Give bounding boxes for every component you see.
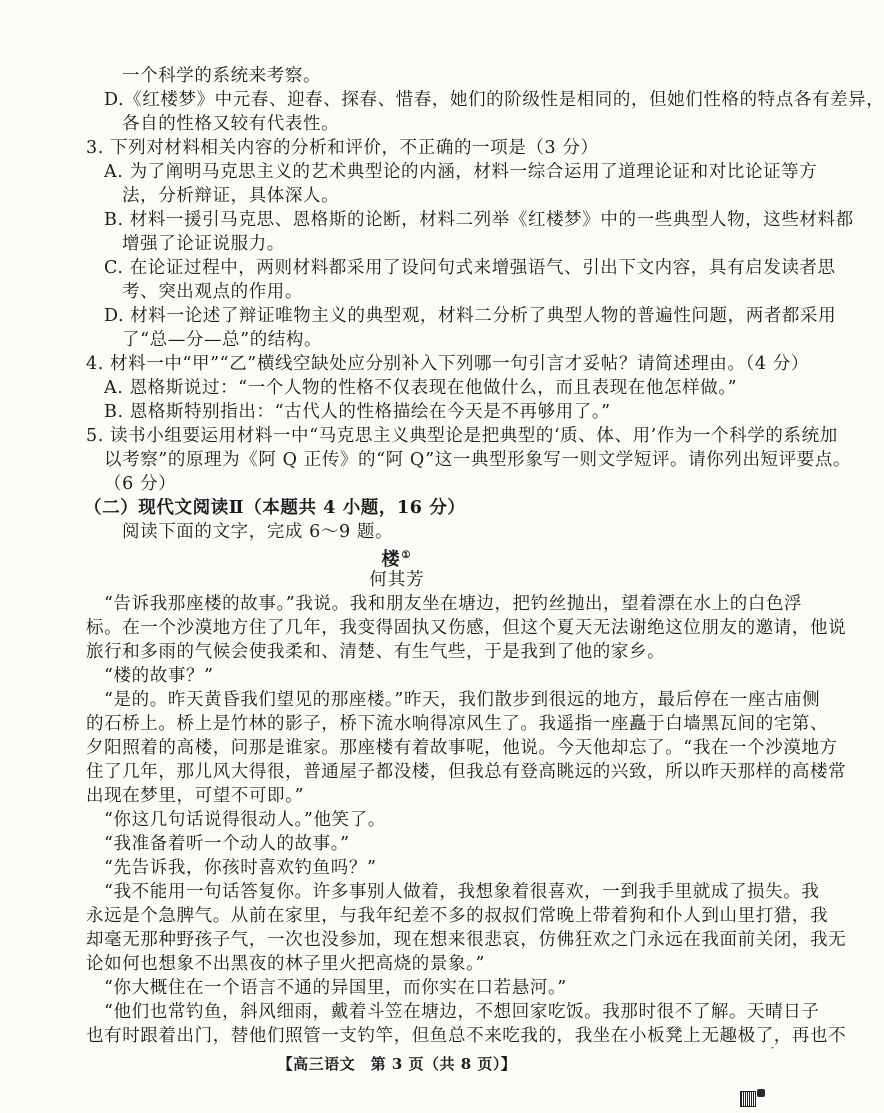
question-option-line: A. 为了阐明马克思主义的艺术典型论的内涵，材料一综合运用了道理论证和对比论证等方 xyxy=(104,162,818,182)
paragraph-line: “先告诉我，你孩时喜欢钓鱼吗？” xyxy=(104,858,377,878)
paragraph-line: “你这几句话说得很动人。”他笑了。 xyxy=(104,810,386,830)
qr-code-icon xyxy=(740,1091,756,1107)
question-option-line: A. 恩格斯说过：“一个人物的性格不仅表现在他做什么，而且表现在他怎样做。” xyxy=(104,378,738,398)
question-stem: 3. 下列对材料相关内容的分析和评价，不正确的一项是（3 分） xyxy=(86,138,599,158)
article-title: 楼 xyxy=(381,549,402,570)
question-line: 考、突出观点的作用。 xyxy=(122,282,303,302)
question-line: 增强了论证说服力。 xyxy=(122,234,285,254)
paragraph-line: “楼的故事？” xyxy=(104,666,214,686)
question-option-line: D.《红楼梦》中元春、迎春、探春、惜春，她们的阶级性是相同的，但她们性格的特点各有差异， xyxy=(104,90,884,110)
paragraph-line: “告诉我那座楼的故事。”我说。我和朋友坐在塘边，把钓丝抛出，望着漂在水上的白色浮 xyxy=(104,594,803,614)
paragraph-line: “我不能用一句话答复你。许多事别人做着，我想象着很喜欢，一到我手里就成了损失。我 xyxy=(104,882,820,902)
paragraph-line: 旅行和多雨的气候会使我柔和、清楚、有生气些，于是我到了他的家乡。 xyxy=(86,642,666,662)
paragraph-line: 却毫无那种野孩子气，一次也没参加，现在想来很悲哀，仿佛狂欢之门永远在我面前关闭，我无 xyxy=(86,930,847,950)
paragraph-line: 也有时跟着出门，替他们照管一支钓竿，但鱼总不来吃我的，我坐在小板凳上无趣极了，再也不 xyxy=(86,1026,847,1046)
question-line: 各自的性格又较有代表性。 xyxy=(122,114,340,134)
page-footer: 【高三语文 第 3 页（共 8 页）】 xyxy=(277,1055,517,1073)
question-line: 以考察”的原理为《阿 Q 正传》的“阿 Q”这一典型形象写一则文学短评。请你列出短评要点。 xyxy=(104,450,852,470)
corner-mark: ¯ xyxy=(770,1047,775,1058)
question-option-line: D. 材料一论述了辩证唯物主义的典型观，材料二分析了典型人物的普遍性问题，两者都采用 xyxy=(104,306,837,326)
paragraph-line: “你大概住在一个语言不通的异国里，而你实在口若悬河。” xyxy=(104,978,567,998)
paragraph-line: 永远是个急脾气。从前在家里，与我年纪差不多的叔叔们常晚上带着狗和仆人到山里打猎，我 xyxy=(86,906,829,926)
paragraph-line: “我准备着听一个动人的故事。” xyxy=(104,834,350,854)
question-line: 了“总—分—总”的结构。 xyxy=(122,330,323,350)
brand-logo-icon xyxy=(757,1089,765,1097)
question-line: 法，分析辩证，具体深人。 xyxy=(122,186,340,206)
question-line: 一个科学的系统来考察。 xyxy=(122,66,322,86)
section-instruction: 阅读下面的文字，完成 6～9 题。 xyxy=(122,522,394,542)
question-line: （6 分） xyxy=(104,474,177,494)
question-option-line: B. 恩格斯特别指出：“古代人的性格描绘在今天是不再够用了。” xyxy=(104,402,611,422)
article-author: 何其芳 xyxy=(369,570,425,590)
section-heading: （二）现代文阅读Ⅱ（本题共 4 小题，16 分） xyxy=(84,498,466,518)
paragraph-line: 夕阳照着的高楼，问那是谁家。那座楼有着故事呢，他说。今天他却忘了。“我在一个沙漠地方 xyxy=(86,738,838,758)
paragraph-line: 标。在一个沙漠地方住了几年，我变得固执又伤感，但这个夏天无法谢绝这位朋友的邀请，他说 xyxy=(86,618,847,638)
paragraph-line: “他们也常钓鱼，斜风细雨，戴着斗笠在塘边，不想回家吃饭。我那时很不了解。天晴日子 xyxy=(104,1002,820,1022)
question-stem: 5. 读书小组要运用材料一中“马克思主义典型论是把典型的‘质、体、用’作为一个科学的系统加 xyxy=(86,426,838,446)
question-option-line: C. 在论证过程中，两则材料都采用了设问句式来增强语气、引出下文内容，具有启发读者思 xyxy=(104,258,836,278)
question-option-line: B. 材料一援引马克思、恩格斯的论断，材料二列举《红楼梦》中的一些典型人物，这些材料都 xyxy=(104,210,854,230)
question-stem: 4. 材料一中“甲”“乙”横线空缺处应分别补入下列哪一句引言才妥帖？请简述理由。（4 分） xyxy=(86,354,809,374)
paragraph-line: 出现在梦里，可望不可即。” xyxy=(86,786,304,806)
paragraph-line: 的石桥上。桥上是竹林的影子，桥下流水响得凉风生了。我遥指一座矗于白墙黑瓦间的宅第、 xyxy=(86,714,829,734)
paragraph-line: 论如何也想象不出黑夜的林子里火把高烧的景象。” xyxy=(86,954,485,974)
paragraph-line: “是的。昨天黄昏我们望见的那座楼。”昨天，我们散步到很远的地方，最后停在一座古庙侧 xyxy=(104,690,821,710)
footnote-mark: ① xyxy=(401,550,413,561)
paragraph-line: 住了几年，那儿风大得很，普通屋子都没楼，但我总有登高眺远的兴致，所以昨天那样的高楼常 xyxy=(86,762,847,782)
brand-logo xyxy=(757,1089,767,1098)
